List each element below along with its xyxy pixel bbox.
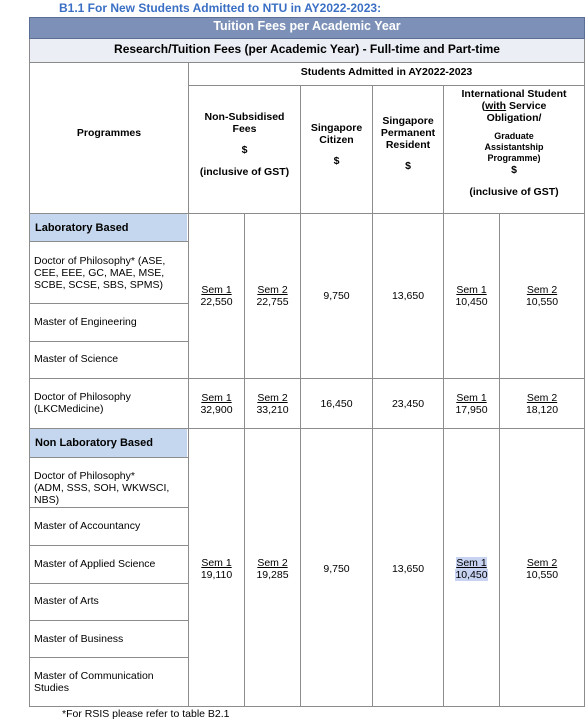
admitted-header: Students Admitted in AY2022-2023 bbox=[300, 66, 473, 78]
programme-macc: Master of Accountancy bbox=[34, 520, 141, 532]
programme-mbus: Master of Business bbox=[34, 633, 124, 645]
fee-value: 33,210 bbox=[256, 404, 289, 416]
fee-value: 19,110 bbox=[200, 569, 233, 581]
grid-line bbox=[584, 63, 585, 707]
fee-nonlab-ns-sem2 bbox=[245, 557, 300, 581]
programme-mcs bbox=[34, 670, 186, 694]
programme-line: Master of Communication bbox=[34, 670, 154, 682]
programme-line: SCBE, SCSE, SBS, SPMS) bbox=[34, 279, 163, 291]
grid-line bbox=[29, 657, 189, 658]
fee-nonlab-intl-sem1 bbox=[444, 557, 499, 581]
fee-lkc-citizen: 16,450 bbox=[320, 398, 353, 410]
intl-currency: $ bbox=[511, 164, 517, 176]
grid-line bbox=[29, 63, 30, 707]
fee-lkc-pr: 23,450 bbox=[391, 398, 425, 410]
sem-label: Sem 2 bbox=[526, 284, 558, 296]
fee-lab-pr: 13,650 bbox=[391, 290, 425, 302]
sem-label: Sem 1 bbox=[456, 392, 487, 404]
fee-lab-intl-sem1 bbox=[444, 284, 499, 308]
nonsub-line1: Non-Subsidised bbox=[204, 111, 285, 123]
programme-msc: Master of Science bbox=[34, 353, 119, 365]
fee-value: 22,550 bbox=[200, 296, 233, 308]
fee-value: 17,950 bbox=[455, 404, 488, 416]
fee-lab-intl-sem2 bbox=[500, 284, 584, 308]
programme-phd-lab bbox=[34, 255, 186, 291]
programme-line: Doctor of Philosophy* bbox=[34, 470, 135, 482]
programme-line: (LKCMedicine) bbox=[34, 403, 104, 415]
nonsub-currency: $ bbox=[241, 144, 248, 156]
fee-value: 18,120 bbox=[525, 404, 559, 416]
grid-line bbox=[29, 378, 585, 379]
programme-line: CEE, EEE, GC, MAE, MSE, bbox=[34, 267, 165, 279]
grid-line bbox=[29, 457, 189, 458]
intl-sub2: Assistantship bbox=[484, 142, 544, 152]
intl-line2-with: with bbox=[485, 100, 507, 112]
grid-line bbox=[372, 85, 373, 707]
programmes-header: Programmes bbox=[76, 127, 142, 139]
grid-line bbox=[29, 583, 189, 584]
programme-line: Studies bbox=[34, 682, 70, 694]
sem-label: Sem 1 bbox=[201, 392, 232, 404]
fee-value: 10,550 bbox=[525, 296, 559, 308]
sem-label: Sem 1 bbox=[456, 557, 487, 569]
sem-label: Sem 2 bbox=[526, 557, 558, 569]
nonsub-header bbox=[189, 111, 300, 178]
programme-phd-lkc bbox=[34, 391, 186, 415]
fee-value: 10,450 bbox=[455, 569, 488, 581]
citizen-line1: Singapore bbox=[310, 122, 363, 134]
sem-label: Sem 1 bbox=[201, 284, 232, 296]
fee-lab-citizen: 9,750 bbox=[323, 290, 350, 302]
intl-line2-pre: ( bbox=[481, 100, 486, 112]
programme-line: NBS) bbox=[34, 494, 60, 506]
grid-line bbox=[29, 706, 585, 707]
programme-line: Doctor of Philosophy bbox=[34, 391, 131, 403]
citizen-line2: Citizen bbox=[319, 134, 354, 146]
intl-line2-post: Service bbox=[506, 100, 547, 112]
sem-label: Sem 2 bbox=[257, 284, 288, 296]
fee-lkc-ns-sem2 bbox=[245, 392, 300, 416]
section-heading: B1.1 For New Students Admitted to NTU in AY2022-2023: bbox=[59, 1, 382, 15]
nonsub-line2: Fees bbox=[232, 123, 257, 135]
grid-line bbox=[188, 85, 585, 86]
intl-gst: (inclusive of GST) bbox=[469, 186, 559, 198]
nonsub-gst: (inclusive of GST) bbox=[199, 166, 290, 178]
fee-value: 10,450 bbox=[455, 296, 488, 308]
programme-mas: Master of Applied Science bbox=[34, 558, 156, 570]
programme-phd-nonlab bbox=[34, 470, 186, 506]
fee-value: 22,755 bbox=[256, 296, 289, 308]
citizen-currency: $ bbox=[333, 155, 340, 167]
intl-header bbox=[444, 88, 584, 198]
sem-label: Sem 1 bbox=[456, 284, 487, 296]
fee-nonlab-ns-sem1 bbox=[189, 557, 244, 581]
fee-lkc-intl-sem1 bbox=[444, 392, 499, 416]
fee-nonlab-pr: 13,650 bbox=[391, 563, 425, 575]
pr-currency: $ bbox=[405, 160, 411, 172]
intl-line3: Obligation/ bbox=[486, 112, 542, 124]
pr-line1: Singapore bbox=[382, 115, 434, 127]
category-non-laboratory: Non Laboratory Based bbox=[30, 429, 187, 457]
grid-line bbox=[29, 545, 189, 546]
intl-line2 bbox=[444, 100, 584, 112]
table-title-band: Tuition Fees per Academic Year bbox=[29, 17, 585, 39]
fee-nonlab-citizen: 9,750 bbox=[323, 563, 350, 575]
pr-line2: Permanent bbox=[380, 127, 436, 139]
fee-value: 10,550 bbox=[525, 569, 559, 581]
footnote: *For RSIS please refer to table B2.1 bbox=[62, 708, 230, 720]
citizen-header bbox=[301, 122, 372, 167]
sem-label: Sem 2 bbox=[257, 557, 288, 569]
fee-lkc-intl-sem2 bbox=[500, 392, 584, 416]
programme-line: Doctor of Philosophy* (ASE, bbox=[34, 255, 166, 267]
pr-header bbox=[373, 115, 443, 172]
fee-value: 19,285 bbox=[256, 569, 289, 581]
sem-label: Sem 2 bbox=[526, 392, 558, 404]
intl-line1: International Student bbox=[461, 88, 567, 100]
programme-meng: Master of Engineering bbox=[34, 316, 137, 328]
category-laboratory: Laboratory Based bbox=[30, 214, 187, 241]
table-subtitle: Research/Tuition Fees (per Academic Year) - Full-time and Part-time bbox=[29, 39, 585, 63]
grid-line bbox=[29, 620, 189, 621]
pr-line3: Resident bbox=[385, 139, 431, 151]
grid-line bbox=[29, 303, 189, 304]
sem-label: Sem 1 bbox=[201, 557, 232, 569]
fee-value: 32,900 bbox=[200, 404, 233, 416]
programme-line: (ADM, SSS, SOH, WKWSCI, bbox=[34, 482, 170, 494]
grid-line bbox=[29, 341, 189, 342]
fee-lab-ns-sem2 bbox=[245, 284, 300, 308]
sem-label: Sem 2 bbox=[257, 392, 288, 404]
grid-line bbox=[300, 85, 301, 707]
grid-line bbox=[29, 241, 189, 242]
grid-line bbox=[29, 507, 189, 508]
intl-sub1: Graduate bbox=[494, 131, 534, 141]
fee-nonlab-intl-sem2 bbox=[500, 557, 584, 581]
fee-lab-ns-sem1 bbox=[189, 284, 244, 308]
intl-sub3: Programme) bbox=[487, 153, 541, 163]
fee-lkc-ns-sem1 bbox=[189, 392, 244, 416]
programme-ma: Master of Arts bbox=[34, 595, 99, 607]
